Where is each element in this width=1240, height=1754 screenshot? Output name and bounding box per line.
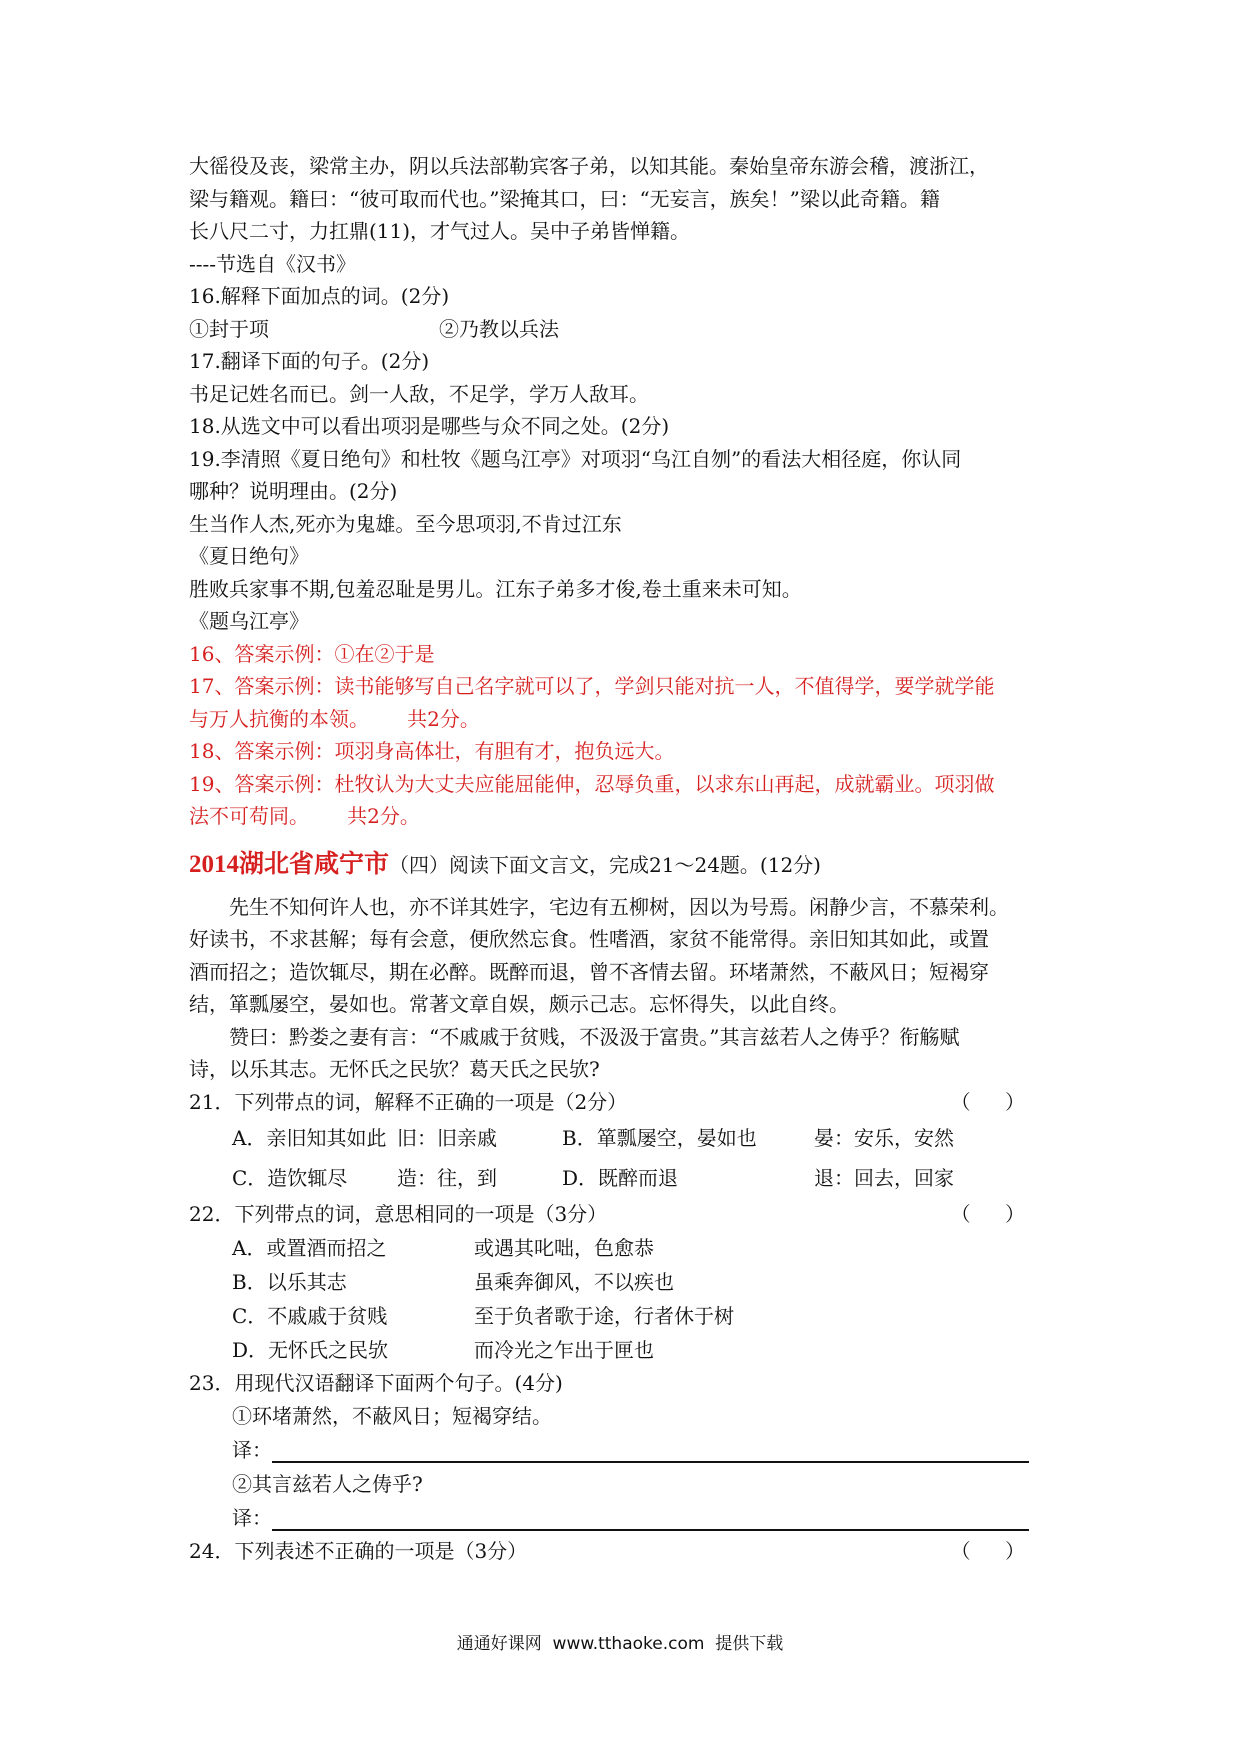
- q21-option-a-gloss: 旧：旧亲戚: [397, 1126, 497, 1150]
- q22-option-c-compare: 至于负者歌于途，行者休于树: [474, 1303, 734, 1328]
- q22-option-c: C．不戚戚于贫贱: [232, 1303, 388, 1328]
- poem2-title: 《题乌江亭》: [189, 609, 309, 633]
- passage2-line: 先生不知何许人也，亦不详其姓字，宅边有五柳树，因以为号焉。闲静少言，不慕荣利。: [229, 894, 1009, 919]
- passage1-line: 长八尺二寸，力扛鼎(11)，才气过人。吴中子弟皆惮籍。: [189, 219, 691, 243]
- section-title-red: 2014湖北省咸宁市: [189, 850, 390, 878]
- q16-item-2: ②乃教以兵法: [439, 316, 559, 341]
- passage2-line: 诗，以乐其志。无怀氏之民欤？葛天氏之民欤?: [189, 1057, 600, 1081]
- q21-option-row: [189, 1158, 1059, 1198]
- answer-line: 19、答案示例：杜牧认为大丈夫应能屈能伸，忍辱负重，以求东山再起，成就霸业。项羽做: [189, 771, 995, 796]
- q22-answer-blank: （ ）: [950, 1202, 1039, 1226]
- passage2-line: 酒而招之；造饮辄尽，期在必醉。既醉而退，曾不吝情去留。环堵萧然，不蔽风日；短褐穿: [189, 959, 989, 984]
- answer-line-blank[interactable]: [272, 1435, 1029, 1463]
- answer-line: 与万人抗衡的本领。 共2分。: [189, 706, 480, 731]
- q22-option-row: [189, 1265, 1059, 1299]
- q16-item-1: ①封于项: [189, 316, 269, 341]
- q21-header: [189, 1086, 1059, 1119]
- q21-stem: 21．下列带点的词，解释不正确的一项是（2分）: [189, 1089, 628, 1114]
- q17-sentence: 书足记姓名而已。剑一人敌，不足学，学万人敌耳。: [189, 381, 649, 406]
- q22-option-row: [189, 1299, 1059, 1333]
- passage2-line: 好读书，不求甚解；每有会意，便欣然忘食。性嗜酒，家贫不能常得。亲旧知其如此，或置: [189, 927, 989, 951]
- q21-option-c: C．造饮辄尽: [232, 1166, 348, 1190]
- q21-option-d-gloss: 退：回去，回家: [814, 1166, 954, 1190]
- q22-option-row: [189, 1333, 1059, 1367]
- q23-translation-2: [189, 1501, 1059, 1535]
- poem1-text: 生当作人杰,死亦为鬼雄。至今思项羽,不肯过江东: [189, 511, 622, 536]
- translation-label: 译：: [232, 1438, 272, 1462]
- q22-option-row: [189, 1231, 1059, 1265]
- translation-label: 译：: [232, 1506, 272, 1530]
- q19-stem-line: 哪种？说明理由。(2分): [189, 479, 398, 503]
- q21-option-a: A．亲旧知其如此: [232, 1126, 387, 1150]
- q21-option-b-gloss: 晏：安乐，安然: [814, 1126, 954, 1150]
- passage1-line: 大徭役及丧，梁常主办，阴以兵法部勒宾客子弟，以知其能。秦始皇帝东游会稽，渡浙江，: [189, 154, 989, 178]
- answer-line: 17、答案示例：读书能够写自己名字就可以了，学剑只能对抗一人，不值得学，要学就学能: [189, 674, 995, 698]
- q22-option-b-compare: 虽乘奔御风，不以疾也: [474, 1269, 674, 1294]
- q16-items: [189, 313, 1059, 346]
- q21-option-d: D．既醉而退: [562, 1166, 679, 1190]
- q17-stem: 17.翻译下面的句子。(2分): [189, 349, 430, 373]
- q24-stem: 24．下列表述不正确的一项是（3分）: [189, 1539, 528, 1563]
- q22-header: [189, 1198, 1059, 1231]
- q16-stem: 16.解释下面加点的词。(2分): [189, 284, 450, 308]
- q22-option-a: A．或置酒而招之: [232, 1235, 387, 1260]
- answer-line: 法不可苟同。 共2分。: [189, 804, 420, 828]
- document-page: [189, 150, 1059, 1568]
- poem2-text: 胜败兵家事不期,包羞忍耻是男儿。江东子弟多才俊,卷土重来未可知。: [189, 576, 802, 601]
- q21-option-b: B．箪瓢屡空，晏如也: [562, 1126, 757, 1150]
- q22-option-b: B．以乐其志: [232, 1269, 347, 1294]
- passage2-line: 赞曰：黔娄之妻有言：“不戚戚于贫贱，不汲汲于富贵。”其言兹若人之俦乎？衔觞赋: [229, 1024, 960, 1049]
- q21-option-c-gloss: 造：往，到: [397, 1166, 497, 1190]
- section-heading: [189, 839, 1059, 891]
- q22-option-a-compare: 或遇其叱咄，色愈恭: [474, 1235, 654, 1260]
- page-footer: 通通好课网 www.tthaoke.com 提供下载: [456, 1634, 784, 1654]
- passage1-line: 梁与籍观。籍曰：“彼可取而代也。”梁掩其口，曰：“无妄言，族矣！”梁以此奇籍。籍: [189, 186, 940, 211]
- q23-translation-1: [189, 1433, 1059, 1467]
- q23-stem: 23．用现代汉语翻译下面两个句子。(4分): [189, 1370, 563, 1395]
- q22-option-d-compare: 而冷光之乍出于匣也: [474, 1337, 654, 1362]
- poem1-title: 《夏日绝句》: [189, 544, 309, 568]
- passage2-line: 结，箪瓢屡空，晏如也。常著文章自娱，颇示己志。忘怀得失，以此自终。: [189, 992, 849, 1016]
- q18-stem: 18.从选文中可以看出项羽是哪些与众不同之处。(2分): [189, 414, 670, 438]
- q24-header: [189, 1535, 1059, 1568]
- q23-sentence-1: ①环堵萧然，不蔽风日；短褐穿结。: [232, 1404, 552, 1428]
- q24-answer-blank: （ ）: [950, 1539, 1039, 1563]
- q22-stem: 22．下列带点的词，意思相同的一项是（3分）: [189, 1202, 608, 1226]
- answer-line: 18、答案示例：项羽身高体壮，有胆有才，抱负远大。: [189, 739, 675, 763]
- passage1-source: ----节选自《汉书》: [189, 251, 357, 276]
- section-title-rest: （四）阅读下面文言文，完成21～24题。(12分): [389, 852, 821, 877]
- q21-option-row: [189, 1118, 1059, 1158]
- answer-line: 16、答案示例：①在②于是: [189, 641, 435, 666]
- q19-stem-line: 19.李清照《夏日绝句》和杜牧《题乌江亭》对项羽“乌江自刎”的看法大相径庭，你认同: [189, 446, 962, 471]
- q22-option-d: D．无怀氏之民欤: [232, 1337, 389, 1362]
- answer-line-blank[interactable]: [272, 1503, 1029, 1531]
- q21-answer-blank: （ ）: [950, 1089, 1039, 1114]
- q23-sentence-2: ②其言兹若人之俦乎?: [232, 1472, 423, 1496]
